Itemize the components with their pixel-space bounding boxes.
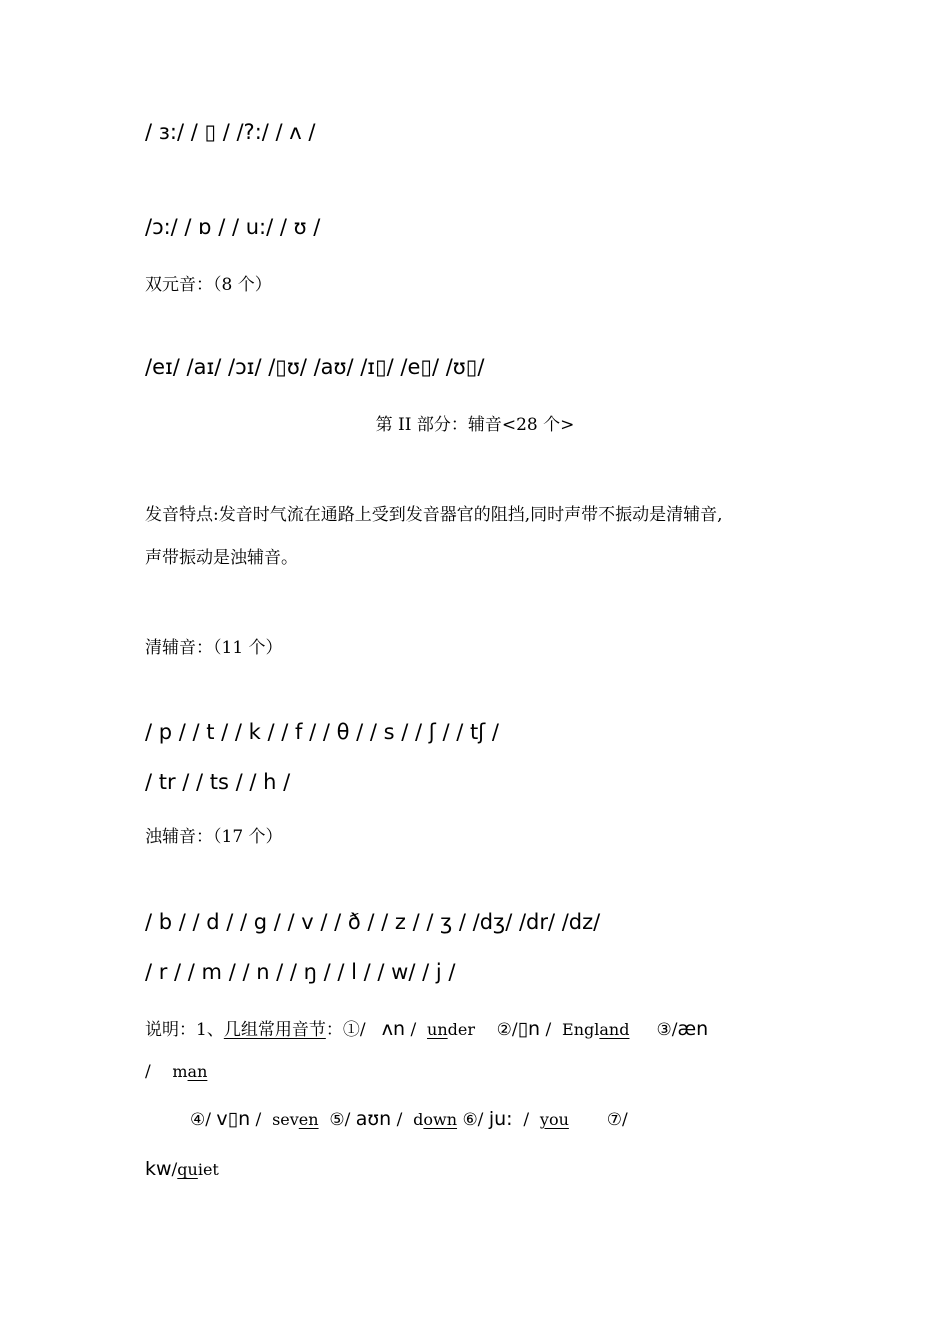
- notes-line-2: [145, 1062, 207, 1082]
- diphthong-heading: 双元音：（8 个）: [145, 275, 272, 295]
- note-slash-4: /: [255, 1110, 262, 1130]
- note-slash-5: /: [396, 1110, 403, 1130]
- note-num-7: ⑦/: [606, 1110, 628, 1130]
- notes-line-4: [145, 1158, 219, 1180]
- note-num-5: ⑤/: [329, 1110, 351, 1130]
- diphthongs-row: /eɪ/ /aɪ/ /ɔɪ/ /▯ʊ/ /aʊ/ /ɪ▯/ /e▯/ /ʊ▯/: [145, 355, 485, 379]
- voiced-row-2: / r / / m / / n / / ŋ / / l / / w/ / j /: [145, 960, 456, 984]
- section-title: 第 II 部分：辅音<28 个>: [375, 415, 575, 435]
- notes-intro-underlined: 几组常用音节: [223, 1020, 326, 1040]
- note-num-1: ①/: [342, 1020, 366, 1040]
- note-word-3-pre: m: [172, 1062, 188, 1081]
- note-slash-3: /: [145, 1062, 151, 1082]
- note-ipa-1: ʌn: [381, 1018, 406, 1040]
- voiced-row-1: / b / / d / / g / / v / / ð / / z / / ʒ / /dʒ/ /dr/ /dz/: [145, 910, 601, 934]
- notes-intro-colon: ：: [325, 1020, 343, 1040]
- note-word-5-pre: d: [413, 1110, 424, 1129]
- note-word-1-post: der: [447, 1020, 475, 1039]
- note-num-4: ④/: [190, 1110, 211, 1130]
- note-word-6-u: you: [539, 1110, 569, 1129]
- note-slash-1: /: [410, 1020, 417, 1040]
- feature-line-1: 发音特点:发音时气流在通路上受到发音器官的阻挡,同时声带不振动是清辅音,: [145, 505, 723, 525]
- notes-line-3: [190, 1108, 628, 1130]
- note-word-4-pre: sev: [272, 1110, 299, 1129]
- vowels-row-2: /ɔ:/ / ɒ / / u:/ / ʊ /: [145, 215, 321, 239]
- voiced-heading: 浊辅音：（17 个）: [145, 827, 283, 847]
- note-ipa-6: ju:: [488, 1108, 513, 1130]
- note-ipa-4: v▯n: [216, 1108, 251, 1130]
- notes-line-1: [145, 1015, 708, 1040]
- note-num-6: ⑥/: [462, 1110, 484, 1130]
- note-slash-7: /: [171, 1160, 178, 1180]
- note-ipa-5: aʊn: [355, 1108, 392, 1130]
- feature-line-2: 声带振动是浊辅音。: [145, 548, 298, 568]
- note-word-2-pre: Engl: [562, 1020, 600, 1039]
- voiceless-row-1: / p / / t / / k / / f / / θ / / s / / ʃ / / tʃ /: [145, 720, 499, 744]
- note-word-7-post: iet: [197, 1160, 219, 1179]
- voiceless-heading: 清辅音：（11 个）: [145, 638, 283, 658]
- note-word-5-u: own: [423, 1110, 458, 1129]
- note-word-1-u: un: [427, 1020, 448, 1039]
- voiceless-row-2: / tr / / ts / / h /: [145, 770, 291, 794]
- note-slash-2: /: [545, 1020, 552, 1040]
- note-num-2: ②/: [496, 1020, 518, 1040]
- notes-intro-prefix: 说明：1、: [145, 1020, 224, 1040]
- vowels-row-1: / ɜ:/ / ▯ / /?:/ / ʌ /: [145, 120, 316, 144]
- note-slash-6: /: [523, 1110, 530, 1130]
- note-word-7-u: qu: [177, 1160, 198, 1179]
- note-num-3: ③/: [656, 1020, 678, 1040]
- note-ipa-3: æn: [677, 1018, 709, 1040]
- note-word-2-u: and: [599, 1020, 630, 1039]
- note-word-3-u: an: [187, 1062, 208, 1081]
- note-word-4-u: en: [298, 1110, 319, 1129]
- note-ipa-2: ▯n: [517, 1018, 541, 1040]
- note-ipa-7: kw: [145, 1158, 172, 1180]
